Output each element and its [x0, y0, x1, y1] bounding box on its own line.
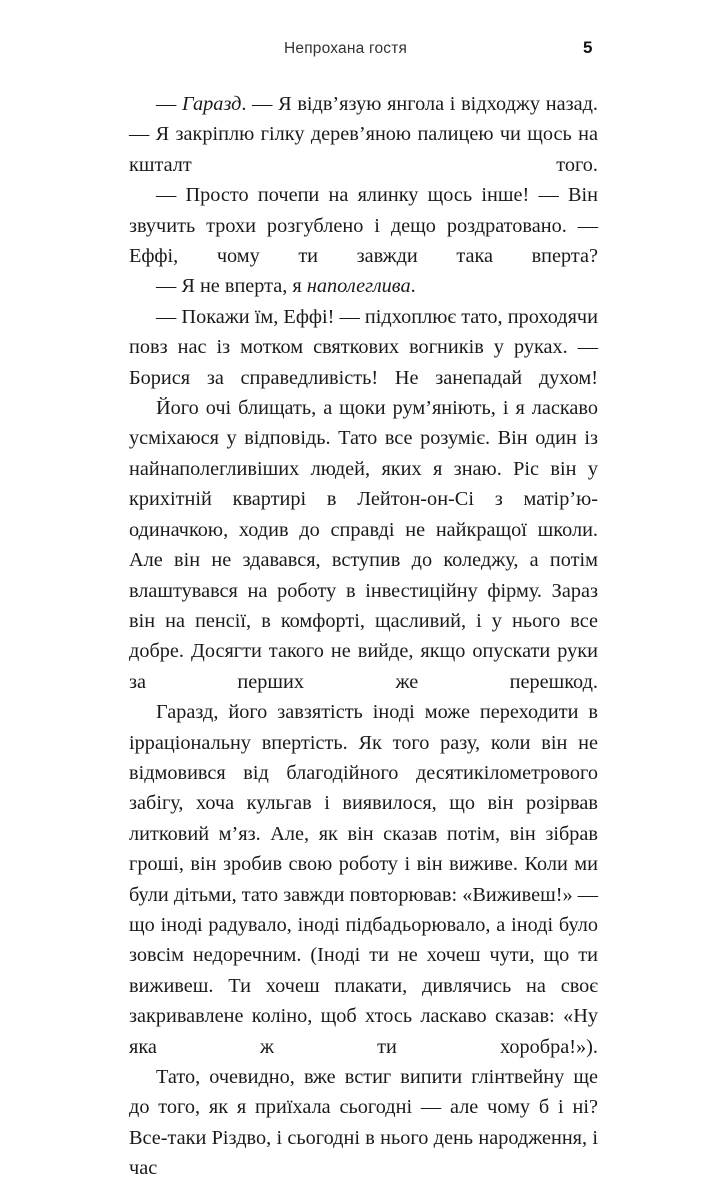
page-number: 5 — [583, 38, 593, 57]
paragraph — [129, 271, 598, 301]
paragraph — [129, 302, 598, 393]
text-segment: — Я не вперта, я — [156, 275, 307, 298]
text-segment: — — [156, 93, 182, 115]
paragraph — [129, 1062, 598, 1184]
running-title: Непрохана гостя — [284, 40, 408, 57]
paragraph — [129, 180, 598, 271]
text-segment: Його очі блищать, а щоки рум’яніють, і я ласкаво усміхаюся у відповідь. Тато все розуміє. Він один із найнаполегливіших людей, яких я знаю. Ріс він у крихітній квартирі в Лейтон-он-Сі з матір’ю-одиначкою, ходив до справді не найкращої школи. Але він не здавався, вступив до коледжу, а потім влаштувався на роботу в інвестиційну фірму. Зараз він на пенсії, в комфорті, щасливий, і у нього все добре. Досягти такого не вийде, якщо опускати руки за перших же перешкод. — [129, 397, 598, 693]
text-segment: . — [410, 275, 416, 298]
italic-segment: наполеглива — [306, 275, 411, 298]
text-segment: Тато, очевидно, вже встиг випити глінтвейну ще до того, як я приїхала сьогодні — але чому б і ні? Все-таки Різдво, і сьогодні в нього день народження, і час — [129, 1066, 598, 1180]
paragraph — [129, 393, 598, 697]
text-segment: — Покажи їм, Еффі! — підхоплює тато, проходячи повз нас із мотком святкових вогників у руках. — Борися за справедливість! Не занепадай духом! — [129, 305, 598, 389]
text-segment: — Просто почепи на ялинку щось інше! — Він звучить трохи розгублено і дещо роздратовано. — Еффі, чому ти завжди така вперта? — [129, 184, 598, 268]
text-segment: . — Я відв’язую янгола і відходжу назад. — Я закріплю гілку дерев’яною палицею чи щось на кшталт того. — [129, 93, 598, 176]
paragraph — [129, 697, 598, 1062]
text-segment: Гаразд, його завзятість іноді може переходити в ірраціональну впертість. Як того разу, коли він не відмовився від благодійного десятикілометрового забігу, хоча кульгав і виявилося, що він розірвав литковий м’яз. Але, як він сказав потім, він зібрав гроші, він зробив свою роботу і він виживе. Коли ми були дітьми, тато завжди повторював: «Виживеш!» — що іноді радувало, іноді підбадьорювало, а іноді було зовсім недоречним. (Іноді ти не хочеш чути, що ти виживеш. Ти хочеш плакати, дивлячись на своє закривавлене коліно, щоб хтось ласкаво сказав: «Ну яка ж ти хоробра!»). — [129, 701, 598, 1058]
body-text — [129, 89, 598, 1184]
italic-segment: Гаразд — [181, 93, 242, 115]
paragraph — [129, 89, 598, 180]
